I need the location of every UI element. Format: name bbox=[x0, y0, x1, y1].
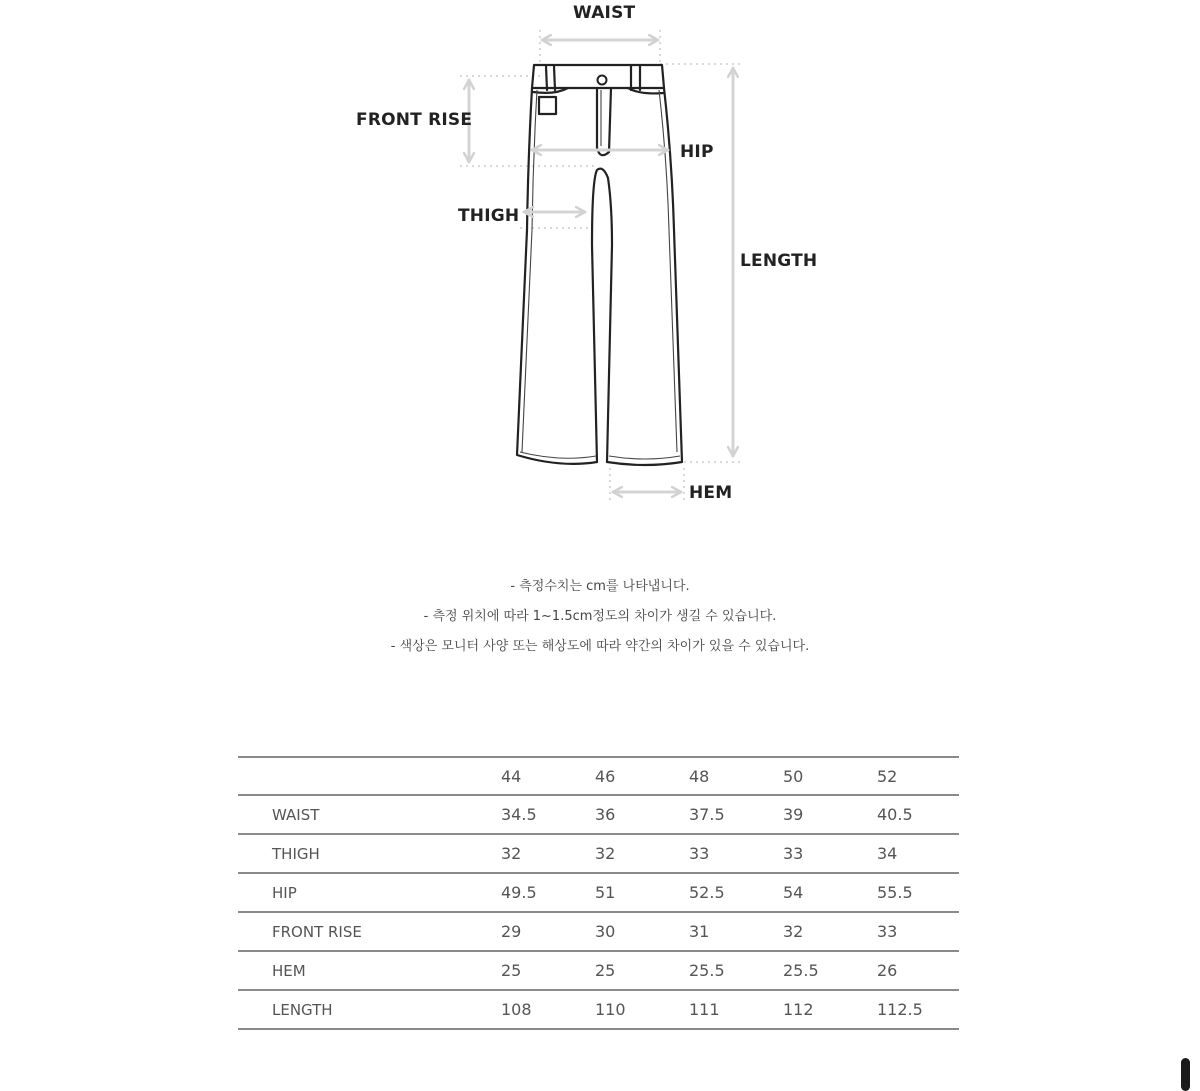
note-line: - 측정 위치에 따라 1~1.5cm정도의 차이가 생길 수 있습니다. bbox=[423, 609, 777, 624]
header-cell: 44 bbox=[501, 757, 595, 795]
header-cell: 52 bbox=[877, 757, 959, 795]
row-label: THIGH bbox=[238, 834, 501, 873]
table-cell: 32 bbox=[595, 834, 689, 873]
guide-lines bbox=[460, 30, 740, 500]
table-row bbox=[238, 834, 959, 873]
table-cell: 31 bbox=[689, 912, 783, 951]
pants-stitching bbox=[520, 90, 680, 459]
table-cell: 32 bbox=[501, 834, 595, 873]
table-cell: 112.5 bbox=[877, 990, 959, 1029]
table-cell: 29 bbox=[501, 912, 595, 951]
row-label: WAIST bbox=[238, 795, 501, 834]
note-line: - 측정수치는 cm를 나타냅니다. bbox=[510, 579, 690, 594]
table-cell: 25.5 bbox=[783, 951, 877, 990]
row-label: LENGTH bbox=[238, 990, 501, 1029]
row-label: FRONT RISE bbox=[238, 912, 501, 951]
table-cell: 55.5 bbox=[877, 873, 959, 912]
pants-outline bbox=[517, 65, 682, 465]
table-cell: 111 bbox=[689, 990, 783, 1029]
table-cell: 25 bbox=[595, 951, 689, 990]
table-cell: 30 bbox=[595, 912, 689, 951]
table-cell: 39 bbox=[783, 795, 877, 834]
table-cell: 33 bbox=[783, 834, 877, 873]
header-cell: 48 bbox=[689, 757, 783, 795]
row-label: HIP bbox=[238, 873, 501, 912]
table-cell: 33 bbox=[689, 834, 783, 873]
table-cell: 110 bbox=[595, 990, 689, 1029]
label-front-rise: FRONT RISE bbox=[356, 110, 473, 130]
table-cell: 52.5 bbox=[689, 873, 783, 912]
label-waist: WAIST bbox=[573, 3, 636, 23]
table-row bbox=[238, 912, 959, 951]
table-cell: 34.5 bbox=[501, 795, 595, 834]
table-row bbox=[238, 990, 959, 1029]
table-row bbox=[238, 951, 959, 990]
table-cell: 25.5 bbox=[689, 951, 783, 990]
table-cell: 33 bbox=[877, 912, 959, 951]
table-cell: 49.5 bbox=[501, 873, 595, 912]
table-cell: 37.5 bbox=[689, 795, 783, 834]
measurement-notes bbox=[0, 572, 1200, 662]
table-cell: 34 bbox=[877, 834, 959, 873]
label-length: LENGTH bbox=[740, 251, 818, 271]
table-cell: 51 bbox=[595, 873, 689, 912]
label-hip: HIP bbox=[680, 142, 714, 162]
scrollbar-thumb[interactable] bbox=[1181, 1058, 1190, 1091]
button-icon bbox=[598, 76, 607, 85]
table-cell: 25 bbox=[501, 951, 595, 990]
table-cell: 26 bbox=[877, 951, 959, 990]
note-line: - 색상은 모니터 사양 또는 해상도에 따라 약간의 차이가 있을 수 있습니다. bbox=[390, 639, 810, 654]
label-hem: HEM bbox=[689, 483, 733, 503]
table-cell: 36 bbox=[595, 795, 689, 834]
table-cell: 40.5 bbox=[877, 795, 959, 834]
table-row bbox=[238, 873, 959, 912]
header-cell bbox=[238, 757, 501, 795]
header-cell: 50 bbox=[783, 757, 877, 795]
table-header-row bbox=[238, 757, 959, 795]
label-thigh: THIGH bbox=[458, 206, 520, 226]
table-cell: 54 bbox=[783, 873, 877, 912]
table-cell: 32 bbox=[783, 912, 877, 951]
pants-illustration bbox=[0, 0, 1200, 540]
table-row bbox=[238, 795, 959, 834]
pants-measurement-diagram bbox=[0, 0, 1200, 540]
table-cell: 112 bbox=[783, 990, 877, 1029]
table-cell: 108 bbox=[501, 990, 595, 1029]
row-label: HEM bbox=[238, 951, 501, 990]
header-cell: 46 bbox=[595, 757, 689, 795]
size-table bbox=[238, 756, 959, 1030]
